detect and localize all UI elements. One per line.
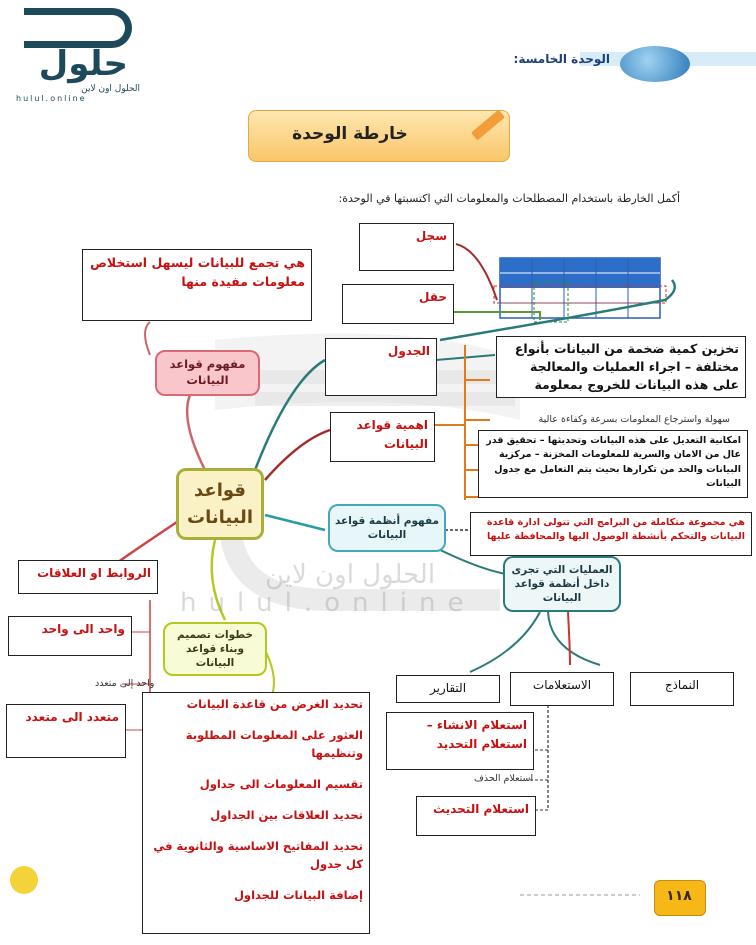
answer-dbms-definition: هي مجموعة متكاملة من البرامج التي تتولى ادارة قاعدة البيانات والتحكم بأنشطة الوصول اليها والمحافظة عليها	[470, 512, 752, 556]
logo-latin: hulul.online	[16, 94, 87, 103]
design-steps-node: خطوات تصميم وبناء قواعد البيانات	[163, 622, 267, 676]
design-steps-list	[142, 692, 370, 934]
answer-create-update-query: استعلام الانشاء – استعلام التحديد	[386, 712, 534, 770]
logo-subtitle: الحلول اون لاين	[81, 84, 140, 94]
design-step: إضافة البيانات للجداول	[233, 887, 363, 902]
relationships-node: الروابط او العلاقات	[18, 560, 158, 594]
design-step: العثور على المعلومات المطلوبة وتنظيمها	[185, 728, 363, 760]
answer-forms: النماذج	[630, 672, 734, 706]
concept-node: مفهوم قواعد البيانات	[155, 350, 260, 396]
watermark-latin: hulul.online	[180, 588, 476, 618]
unit-label: الوحدة الخامسة:	[513, 52, 610, 66]
answer-storage: تخزين كمية ضخمة من البيانات بأنواع مختلفة – اجراء العمليات والمعالجة على هذه البيانات للخروج بمعلومة	[496, 336, 746, 398]
logo-text: حلول	[38, 44, 128, 84]
delete-query-label: استعلام الحذف	[474, 773, 534, 784]
answer-reports: التقارير	[396, 675, 500, 703]
answer-record: سجل	[359, 223, 454, 271]
design-step: تحديد الغرض من قاعدة البيانات	[186, 697, 363, 711]
page-number: ١١٨	[666, 888, 692, 904]
answer-queries: الاستعلامات	[510, 672, 614, 706]
site-logo	[8, 6, 146, 103]
importance-node: اهمية قواعد البيانات	[330, 412, 435, 462]
one-to-many-label: واحد إلى متعدد	[95, 678, 155, 689]
design-step: تقسيم المعلومات الى جداول	[199, 776, 363, 791]
answer-one-to-one: واحد الى واحد	[8, 616, 132, 656]
answer-editing: امكانية التعديل على هذه البيانات وتحديثها – تحقيق قدر عال من الامان والسرية للمعلومات المخزنة – مركزية البيانات والحد من تكرارها بحيث يتم التعامل مع جدول البيانات	[478, 430, 748, 498]
table-node: الجدول	[325, 338, 437, 396]
design-step: تحديد العلاقات بين الجداول	[210, 808, 363, 822]
answer-field: حقل	[342, 284, 454, 324]
watermark-arabic: الحلول اون لاين	[264, 560, 436, 590]
importance-speed-label: سهولة واسترجاع المعلومات بسرعة وكفاءة عالية	[538, 414, 730, 425]
operations-node: العمليات التي تجرى داخل أنظمة قواعد البيانات	[503, 556, 621, 612]
design-step: تحديد المفاتيح الاساسية والثانوية في كل جدول	[153, 839, 363, 871]
banner-title: خارطة الوحدة	[292, 124, 408, 144]
dbms-node: مفهوم أنظمة قواعد البيانات	[328, 504, 446, 552]
logo-mark	[24, 8, 132, 48]
answer-many-to-many: متعدد الى متعدد	[6, 704, 126, 758]
instruction-text: أكمل الخارطة باستخدام المصطلحات والمعلومات التي اكتسبتها في الوحدة:	[338, 192, 680, 205]
mouse-icon	[620, 46, 690, 82]
center-node: قواعد البيانات	[176, 468, 264, 540]
answer-definition: هي تجمع للبيانات ليسهل استخلاص معلومات مفيدة منها	[82, 249, 312, 321]
answer-update-query: استعلام التحديث	[416, 796, 536, 836]
